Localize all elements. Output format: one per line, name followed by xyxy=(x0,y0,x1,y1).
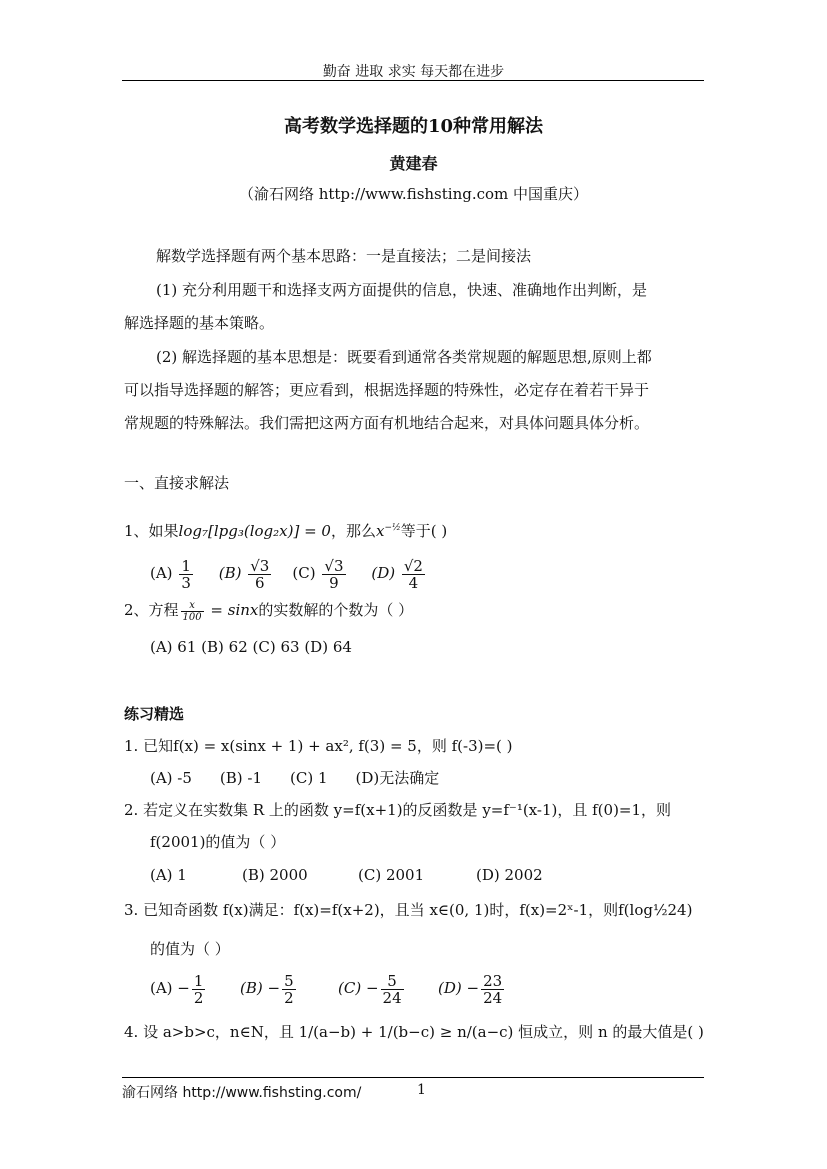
practice-q1-options xyxy=(150,762,439,795)
practice-q2-line-2: f(2001)的值为（ ） xyxy=(150,833,286,851)
q1-expression: log₇[lpg₃(log₂x)] = 0 xyxy=(178,522,331,540)
q1-option-c-label: (C) xyxy=(292,564,316,582)
q2-den: 100 xyxy=(182,611,202,623)
practice-q1-option-b: (B) -1 xyxy=(219,769,263,787)
q2-num: x xyxy=(181,600,204,612)
practice-q3-option-b-num: 5 xyxy=(284,971,294,990)
q1-option-d-den: 4 xyxy=(408,573,419,592)
practice-q3-option-d-num: 23 xyxy=(483,971,503,990)
practice-q3-option-c-num: 5 xyxy=(381,973,404,990)
practice-heading: 练习精选 xyxy=(124,705,185,723)
page-header: 勤奋 进取 求实 每天都在进步 xyxy=(322,64,505,80)
practice-q2-option-d: (D) 2002 xyxy=(476,866,543,884)
practice-q3-option-c xyxy=(338,968,438,1008)
q1-option-c-num: √3 xyxy=(324,556,344,575)
author-name: 黄建春 xyxy=(389,154,438,173)
practice-q1-option-a: (A) -5 xyxy=(150,769,192,787)
header-divider xyxy=(122,80,704,81)
practice-q2-option-b: (B) 2000 xyxy=(242,866,308,884)
practice-q3-option-d xyxy=(438,971,506,1007)
q2-prefix: 2、方程 xyxy=(124,601,179,619)
practice-q3-option-b-label: (B) − xyxy=(240,979,281,997)
practice-q1-option-c: (C) 1 xyxy=(290,769,328,787)
q1-option-d-num: √2 xyxy=(403,556,423,575)
q1-prefix: 1、如果 xyxy=(124,522,179,540)
q1-option-b-den: 6 xyxy=(255,573,265,592)
practice-q2-line-1: 2. 若定义在实数集 R 上的函数 y=f(x+1)的反函数是 y=f⁻¹(x-1)，且 f(0)=1，则 xyxy=(124,801,672,819)
practice-q3-option-d-label: (D) − xyxy=(438,979,480,997)
practice-q3-option-c-label: (C) − xyxy=(338,979,379,997)
q2-suffix: 的实数解的个数为（ ） xyxy=(258,601,414,619)
q1-exponent: −½ xyxy=(384,523,401,533)
practice-q3-line-2: 的值为（ ） xyxy=(150,940,230,958)
practice-q3-option-b xyxy=(240,968,338,1008)
practice-q3-option-a-label: (A) − xyxy=(150,979,190,997)
practice-q4: 4. 设 a>b>c，n∈N，且 1/(a−b) + 1/(b−c) ≥ n/(a−c) 恒成立，则 n 的最大值是( ) xyxy=(124,1023,704,1041)
intro-paragraph-2-line-2: 解选择题的基本策略。 xyxy=(124,314,275,332)
practice-q1-option-d: (D)无法确定 xyxy=(355,769,440,787)
q1-option-a-label: (A) xyxy=(150,564,173,582)
q1-base: x xyxy=(375,522,385,540)
q1-options xyxy=(150,553,427,593)
practice-q3-option-a xyxy=(150,968,240,1008)
practice-q2-options xyxy=(150,859,543,892)
intro-paragraph-3-line-1: (2) 解选择题的基本思想是：既要看到通常各类常规题的解题思想,原则上都 xyxy=(156,348,652,366)
practice-q3-options xyxy=(150,968,506,1008)
q1-option-b-num: √3 xyxy=(250,556,270,575)
q1-option-b xyxy=(218,556,274,592)
q1-option-c xyxy=(292,556,347,592)
practice-q3-option-d-den: 24 xyxy=(483,988,503,1007)
practice-q3-option-c-den: 24 xyxy=(382,988,402,1007)
practice-q2-option-c: (C) 2001 xyxy=(358,866,425,884)
practice-q3-option-a-den: 2 xyxy=(193,988,204,1007)
practice-q2-option-a: (A) 1 xyxy=(150,866,187,884)
intro-paragraph-2-line-1: (1) 充分利用题干和选择支两方面提供的信息，快速、准确地作出判断，是 xyxy=(156,281,648,299)
intro-paragraph-3-line-3: 常规题的特殊解法。我们需把这两方面有机地结合起来，对具体问题具体分析。 xyxy=(124,414,650,432)
q1-option-a-num: 1 xyxy=(181,556,191,575)
intro-paragraph-1: 解数学选择题有两个基本思路：一是直接法；二是间接法 xyxy=(156,247,532,265)
q1-option-d xyxy=(371,556,427,592)
practice-q1: 1. 已知f(x) = x(sinx + 1) + ax², f(3) = 5，则 f(-3)=( ) xyxy=(124,737,513,755)
q1-option-a xyxy=(150,556,195,592)
q2-options: (A) 61 (B) 62 (C) 63 (D) 64 xyxy=(150,638,352,656)
q1-option-b-label: (B) xyxy=(218,564,242,582)
q1-option-c-den: 9 xyxy=(329,573,339,592)
question-2 xyxy=(124,594,413,627)
footer-site: 渝石网络 http://www.fishsting.com/ xyxy=(122,1085,362,1101)
footer-divider xyxy=(122,1077,704,1078)
question-1 xyxy=(124,512,447,548)
section-heading-direct: 一、直接求解法 xyxy=(124,474,230,492)
q1-option-a-den: 3 xyxy=(181,573,191,592)
q2-expression: = sinx xyxy=(205,601,259,619)
q1-mid: ，那么 xyxy=(330,522,376,540)
affiliation: （渝石网络 http://www.fishsting.com 中国重庆） xyxy=(238,185,589,203)
intro-paragraph-3-line-2: 可以指导选择题的解答；更应看到，根据选择题的特殊性，必定存在着若干异于 xyxy=(124,381,650,399)
document-title: 高考数学选择题的10种常用解法 xyxy=(283,116,544,137)
practice-q3-option-a-num: 1 xyxy=(193,971,204,990)
q1-suffix: 等于( ) xyxy=(400,522,448,540)
page-number: 1 xyxy=(417,1082,426,1098)
q1-option-d-label: (D) xyxy=(371,564,396,582)
practice-q3-line-1: 3. 已知奇函数 f(x)满足：f(x)=f(x+2)，且当 x∈(0, 1)时，f(x)=2ˣ-1，则f(log½24) xyxy=(124,901,693,919)
practice-q3-option-b-den: 2 xyxy=(284,988,294,1007)
